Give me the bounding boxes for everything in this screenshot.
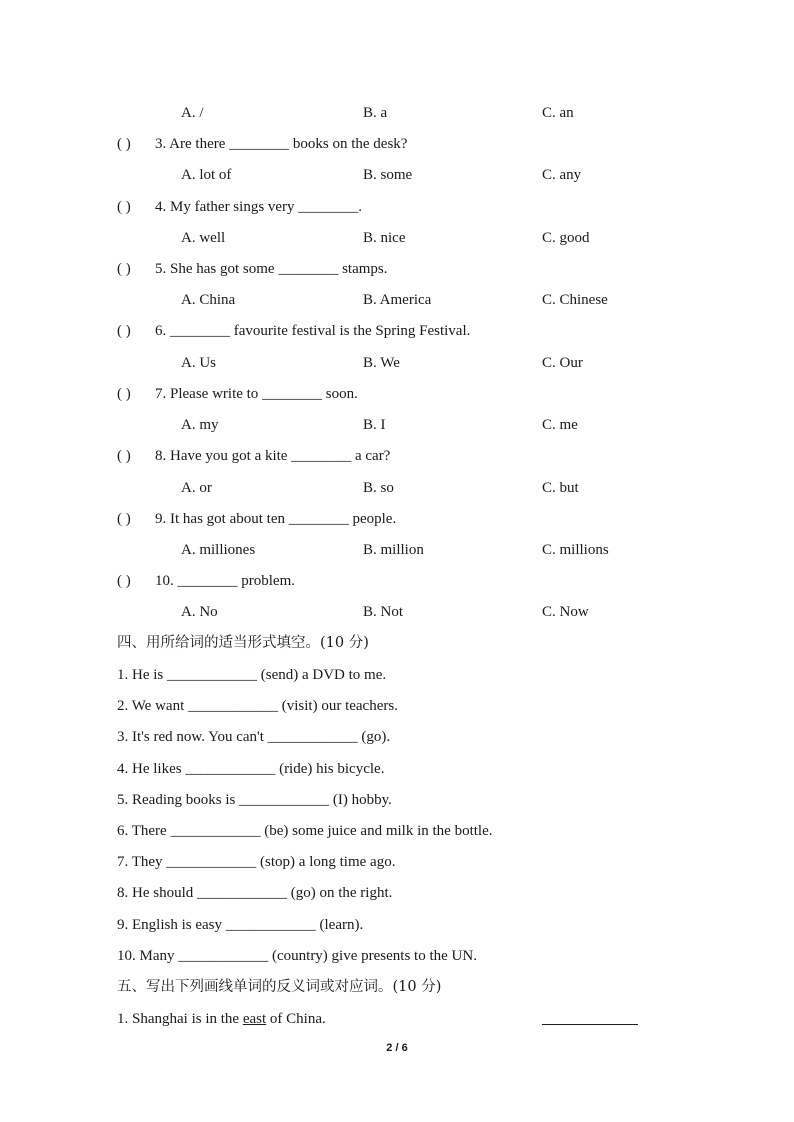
fill-item: 5. Reading books is ____________ (I) hobby. xyxy=(117,792,392,808)
fill-item: 2. We want ____________ (visit) our teachers. xyxy=(117,698,398,714)
answer-paren[interactable]: ( ) xyxy=(117,199,131,215)
question-text: 6. ________ favourite festival is the Spring Festival. xyxy=(155,323,471,339)
option-b: B. nice xyxy=(363,230,406,246)
fill-item: 4. He likes ____________ (ride) his bicycle. xyxy=(117,761,385,777)
answer-paren[interactable]: ( ) xyxy=(117,261,131,277)
fill-item: 10. Many ____________ (country) give presents to the UN. xyxy=(117,948,477,964)
question-text: 4. My father sings very ________. xyxy=(155,199,363,215)
question-text: 3. Are there ________ books on the desk? xyxy=(155,136,408,152)
option-a: A. lot of xyxy=(181,167,232,183)
option-a: A. Us xyxy=(181,355,217,371)
section-5-heading: 五、写出下列画线单词的反义词或对应词。(10 分) xyxy=(117,979,442,995)
option-b: B. some xyxy=(363,167,413,183)
option-a: A. well xyxy=(181,230,226,246)
option-c: C. Now xyxy=(542,604,589,620)
q2-option-a: A. / xyxy=(181,105,204,121)
fill-item: 1. He is ____________ (send) a DVD to me. xyxy=(117,667,387,683)
fill-item: 3. It's red now. You can't ____________ (go). xyxy=(117,729,391,745)
question-text: 9. It has got about ten ________ people. xyxy=(155,511,397,527)
fill-item: 7. They ____________ (stop) a long time ago. xyxy=(117,854,396,870)
option-c: C. millions xyxy=(542,542,609,558)
antonym-item-after: of China. xyxy=(266,1011,326,1027)
option-a: A. China xyxy=(181,292,236,308)
option-b: B. Not xyxy=(363,604,404,620)
page-number: 2 / 6 xyxy=(386,1042,408,1054)
option-c: C. but xyxy=(542,480,579,496)
answer-paren[interactable]: ( ) xyxy=(117,511,131,527)
underlined-word: east xyxy=(242,1011,267,1027)
answer-paren[interactable]: ( ) xyxy=(117,386,131,402)
option-b: B. We xyxy=(363,355,400,371)
q2-option-b: B. a xyxy=(363,105,388,121)
answer-paren[interactable]: ( ) xyxy=(117,323,131,339)
q2-option-c: C. an xyxy=(542,105,574,121)
option-c: C. any xyxy=(542,167,582,183)
fill-item: 8. He should ____________ (go) on the right. xyxy=(117,885,393,901)
question-text: 8. Have you got a kite ________ a car? xyxy=(155,448,391,464)
option-c: C. me xyxy=(542,417,578,433)
option-b: B. I xyxy=(363,417,386,433)
option-a: A. milliones xyxy=(181,542,256,558)
option-a: A. or xyxy=(181,480,212,496)
option-b: B. America xyxy=(363,292,432,308)
antonym-item xyxy=(117,1010,326,1028)
antonym-item-before: 1. Shanghai is in the xyxy=(117,1011,243,1027)
option-b: B. so xyxy=(363,480,394,496)
option-b: B. million xyxy=(363,542,424,558)
fill-item: 9. English is easy ____________ (learn). xyxy=(117,917,364,933)
answer-paren[interactable]: ( ) xyxy=(117,573,131,589)
answer-paren[interactable]: ( ) xyxy=(117,448,131,464)
question-text: 7. Please write to ________ soon. xyxy=(155,386,358,402)
option-c: C. Our xyxy=(542,355,583,371)
section-4-heading: 四、用所给词的适当形式填空。(10 分) xyxy=(117,635,369,651)
answer-paren[interactable]: ( ) xyxy=(117,136,131,152)
question-text: 10. ________ problem. xyxy=(155,573,295,589)
fill-item: 6. There ____________ (be) some juice and milk in the bottle. xyxy=(117,823,493,839)
answer-blank[interactable] xyxy=(542,1024,638,1025)
option-c: C. Chinese xyxy=(542,292,608,308)
option-c: C. good xyxy=(542,230,590,246)
option-a: A. my xyxy=(181,417,219,433)
option-a: A. No xyxy=(181,604,218,620)
question-text: 5. She has got some ________ stamps. xyxy=(155,261,388,277)
